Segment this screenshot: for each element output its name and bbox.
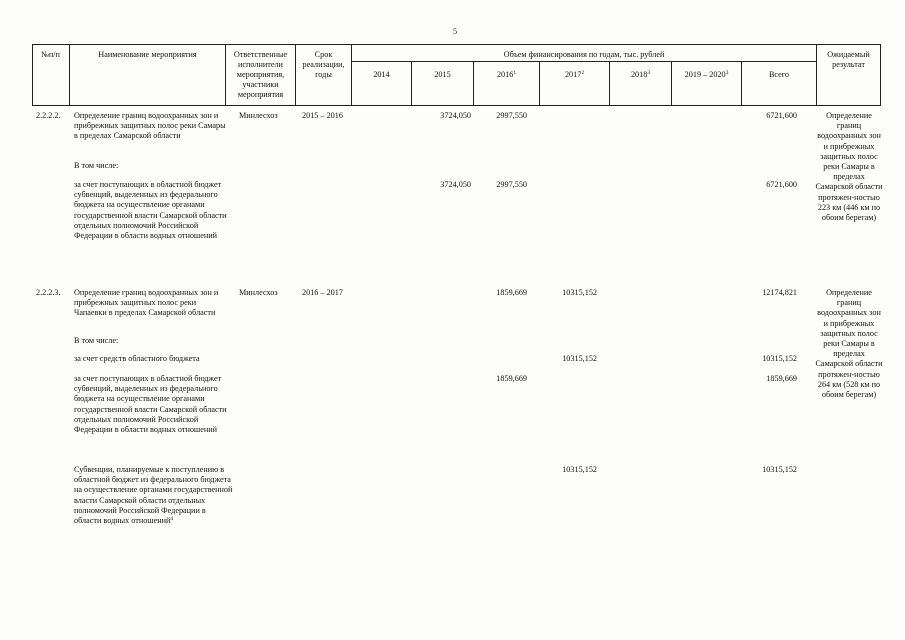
header-funding: Объем финансирования по годам, тыс. рублей: [503, 50, 665, 59]
col-border: [609, 61, 610, 106]
row-sub-name: за счет поступающих в областной бюджет субвенций, выделенных из федерального бюджета на осуществление органами государственной власти Самарской области отдельных полномочий Российской Федерации в области водных отношений: [74, 180, 227, 241]
funding-subheader-line: [351, 61, 817, 62]
row-sub-name: Субвенции, планируемые к поступлению в областной бюджет из федерального бюджета на осуществление органами государственной власти Самарской области отдельных полномочий Российской Федерации в области водных отношений$^4$: [74, 465, 233, 526]
row-term: 2016 – 2017: [302, 288, 343, 297]
row-name: Определение границ водоохранных зон и прибрежных защитных полос реки Чапаевки в пределах Самарской области: [74, 288, 219, 318]
row-name: Определение границ водоохранных зон и прибрежных защитных полос реки Самары в пределах Самарской области: [74, 111, 226, 141]
col-border: [295, 44, 296, 106]
row-sub-value-2017: 10315,152: [562, 465, 597, 474]
header-year-2014: 2014: [373, 70, 390, 79]
header-year-2016: 2016$^1$: [496, 70, 517, 79]
header-total: Всего: [768, 70, 790, 79]
row-expected-result: Определение границ водоохранных зон и прибрежных защитных полос реки Самары в пределах Самарской области протяжен-ностью 223 км (446 км по обоим берегам): [815, 111, 883, 223]
row-sub-value-total: 10315,152: [762, 354, 797, 363]
header-result: Ожидаемый результат: [827, 50, 870, 69]
col-border: [671, 61, 672, 106]
row-sub-value-2017: 10315,152: [562, 354, 597, 363]
header-responsible: Ответственные исполнители мероприятия, участники мероприятия: [233, 50, 288, 99]
header-num: №п/п: [41, 50, 60, 59]
table-top-border: [32, 44, 881, 45]
col-border: [473, 61, 474, 106]
row-term: 2015 – 2016: [302, 111, 343, 120]
header-year-2015: 2015: [434, 70, 451, 79]
row-value-total: 12174,821: [762, 288, 797, 297]
row-value-2015: 3724,050: [440, 111, 471, 120]
header-term: Срок реализации, годы: [302, 50, 345, 79]
including-label: В том числе:: [74, 161, 119, 170]
row-sub-value-total: 10315,152: [762, 465, 797, 474]
row-number: 2.2.2.3.: [36, 288, 61, 297]
header-year-2018: 2018$^3$: [630, 70, 651, 79]
row-value-2016: 2997,550: [496, 111, 527, 120]
row-responsible: Минлесхоз: [239, 288, 278, 297]
including-label: В том числе:: [74, 336, 119, 345]
col-border: [741, 61, 742, 106]
col-border: [539, 61, 540, 106]
header-bottom-border: [32, 105, 881, 106]
row-sub-value-2016: 1859,669: [496, 374, 527, 383]
row-value-2016: 1859,669: [496, 288, 527, 297]
row-value-2017: 10315,152: [562, 288, 597, 297]
col-border: [225, 44, 226, 106]
row-responsible: Минлесхоз: [239, 111, 278, 120]
header-year-2017: 2017$^2$: [564, 70, 585, 79]
col-border: [880, 44, 881, 106]
row-sub-value-2016: 2997,550: [496, 180, 527, 189]
row-expected-result: Определение границ водоохранных зон и прибрежных защитных полос реки Самары в пределах Самарской области протяжен-ностью 264 км (528 км по обоим берегам): [815, 288, 883, 400]
page-number: 5: [453, 27, 458, 36]
row-sub-value-2015: 3724,050: [440, 180, 471, 189]
row-sub-value-total: 6721,600: [766, 180, 797, 189]
header-name: Наименование мероприятия: [98, 50, 197, 59]
row-number: 2.2.2.2.: [36, 111, 61, 120]
row-sub-name: за счет средств областного бюджета: [74, 354, 200, 363]
row-value-total: 6721,600: [766, 111, 797, 120]
col-border: [411, 61, 412, 106]
row-sub-value-total: 1859,669: [766, 374, 797, 383]
row-sub-name: за счет поступающих в областной бюджет субвенций, выделенных из федерального бюджета на осуществление органами государственной власти Самарской области отдельных полномочий Российской Федерации в области водных отношений: [74, 374, 227, 435]
header-year-2019-2020: 2019 – 2020$^3$: [684, 70, 729, 79]
